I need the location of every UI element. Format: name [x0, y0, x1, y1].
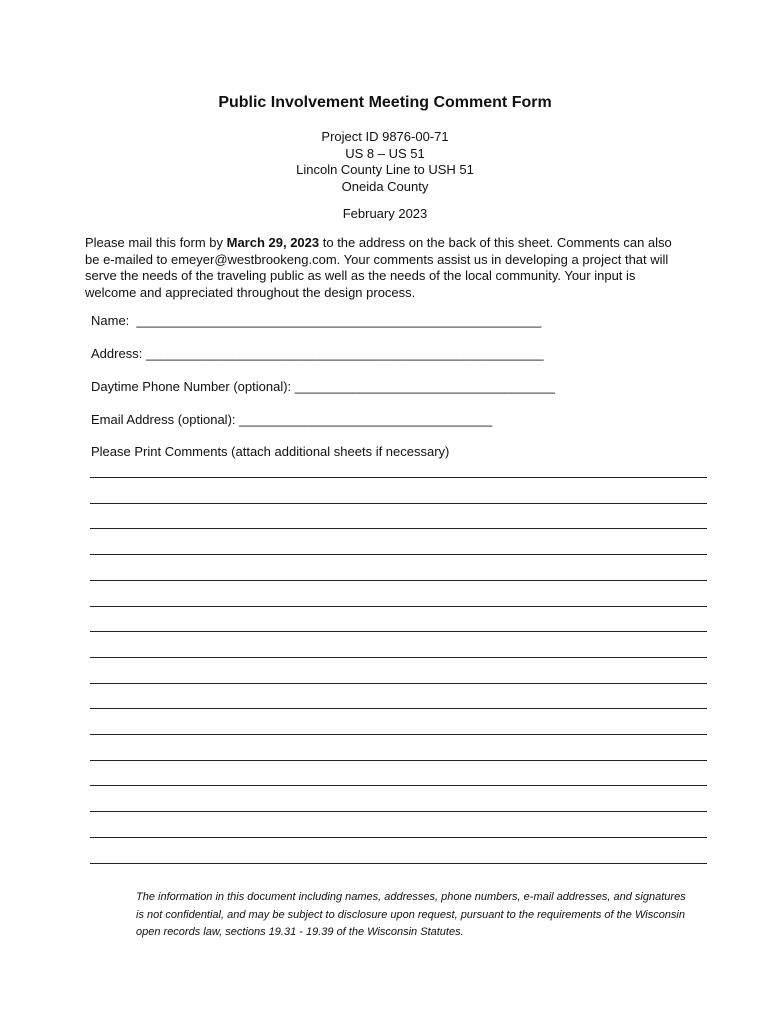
project-limits: Lincoln County Line to USH 51 [296, 162, 474, 177]
phone-field[interactable]: Daytime Phone Number (optional): ____________________________________ [91, 379, 556, 394]
comment-line[interactable] [90, 657, 707, 658]
email-field[interactable]: Email Address (optional): ___________________________________ [91, 412, 493, 427]
name-field[interactable]: Name: ________________________________________________________ [91, 313, 542, 328]
comment-line[interactable] [90, 503, 707, 504]
comment-line[interactable] [90, 785, 707, 786]
comment-line[interactable] [90, 580, 707, 581]
comment-line[interactable] [90, 554, 707, 555]
comment-line[interactable] [90, 837, 707, 838]
form-date: February 2023 [342, 206, 428, 221]
deadline-date: March 29, 2023 [226, 235, 320, 250]
comment-line[interactable] [90, 606, 707, 607]
comment-line[interactable] [90, 683, 707, 684]
comment-line[interactable] [90, 708, 707, 709]
comment-line[interactable] [90, 631, 707, 632]
intro-paragraph [85, 235, 685, 301]
confidentiality-notice: The information in this document including names, addresses, phone numbers, e-mail addresses, and signatures is not confidential, and may be subject to disclosure upon request, pursuant to the requirements of the Wisconsin open records law, sections 19.31 - 19.39 of the Wisconsin Statutes. [136, 891, 686, 938]
comment-line[interactable] [90, 734, 707, 735]
project-county: Oneida County [341, 178, 429, 194]
comment-line[interactable] [90, 477, 707, 478]
comment-line[interactable] [90, 760, 707, 761]
project-route: US 8 – US 51 [345, 145, 425, 161]
comments-label: Please Print Comments (attach additional sheets if necessary) [91, 444, 450, 459]
project-id: Project ID 9876-00-71 [321, 129, 449, 144]
comment-line[interactable] [90, 528, 707, 529]
form-title: Public Involvement Meeting Comment Form [218, 94, 552, 111]
project-info [0, 129, 770, 195]
address-field[interactable]: Address: _______________________________________________________ [91, 346, 544, 361]
intro-text-after: to the address on the back of this sheet. Comments can also be e-mailed to emeyer@westbrookeng.com. Your comments assist us in developing a project that will serve the needs of the traveling public as well as the needs of the local community. Your input is welcome and appreciated throughout the design process. [85, 235, 672, 300]
comment-line[interactable] [90, 811, 707, 812]
intro-text-before: Please mail this form by [85, 235, 227, 250]
comment-line[interactable] [90, 863, 707, 864]
